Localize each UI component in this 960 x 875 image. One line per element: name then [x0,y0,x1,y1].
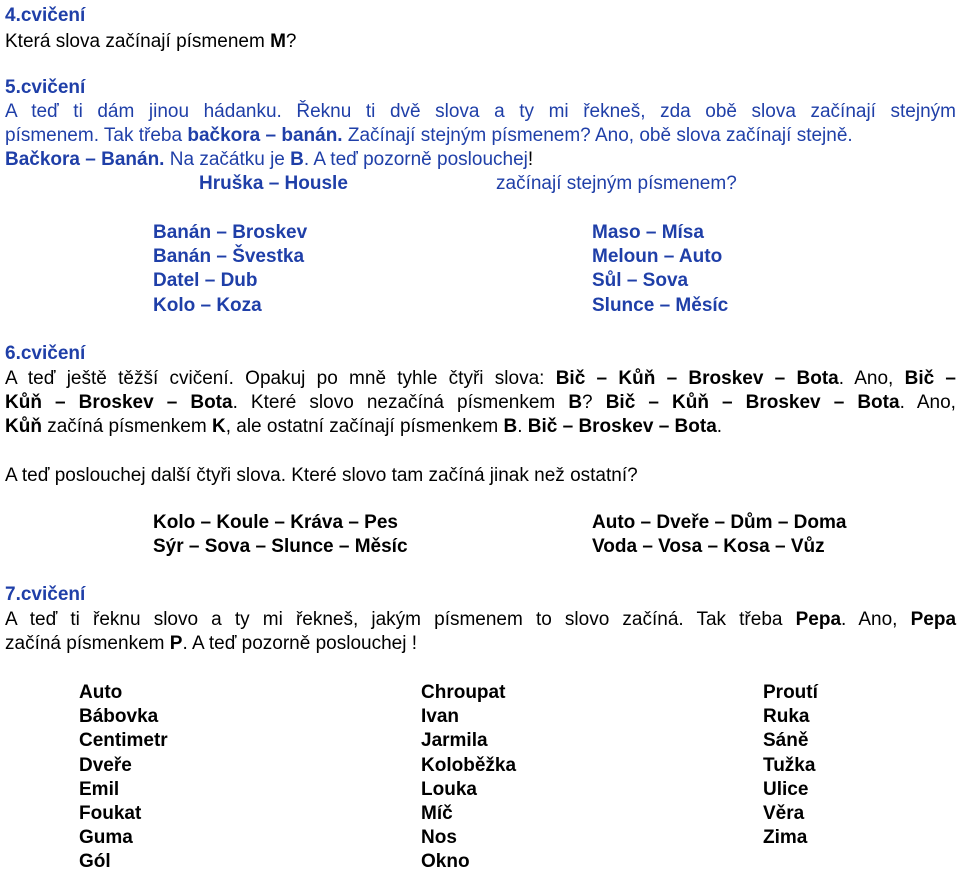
exercise-6-groups-left [153,511,408,559]
word: Míč [421,803,453,825]
exercise-7-words-column-3 [763,681,818,850]
exercise-4-heading: 4.cvičení [5,5,86,26]
word: Emil [79,778,120,800]
word: Chroupat [421,682,506,703]
word: Guma [79,827,133,849]
exercise-7-text-line-1: A teď ti řeknu slovo a ty mi řekneš, jakým písmenem to slovo začíná. Tak třeba Pepa. Ano, Pepa [5,609,957,630]
word: Dveře [79,754,132,776]
word: Ruka [763,706,810,728]
word: Proutí [763,682,818,703]
word: Gól [79,851,111,873]
exercise-5-example-question: začínají stejným písmenem? [496,173,737,194]
word-pair: Kolo – Koza [153,294,262,316]
exercise-5-text-line-2: písmenem. Tak třeba bačkora – banán. Začínají stejným písmenem? Ano, obě slova začínají stejně. [5,125,853,146]
exercise-5-text-line-3: Bačkora – Banán. Na začátku je B. A teď pozorně poslouchej! [5,149,534,170]
word-group: Voda – Vosa – Kosa – Vůz [592,536,825,558]
exercise-6-text-line-4: A teď poslouchej další čtyři slova. Které slovo tam začíná jinak než ostatní? [5,465,638,486]
word-pair: Banán – Broskev [153,222,308,243]
word: Okno [421,851,470,873]
word-pair: Maso – Mísa [592,222,704,243]
word: Foukat [79,803,142,825]
exercise-6-text-line-2: Kůň – Broskev – Bota. Které slovo nezačíná písmenkem B? Bič – Kůň – Broskev – Bota. Ano, [5,392,956,413]
word: Tužka [763,754,816,776]
word: Sáně [763,730,809,752]
word: Bábovka [79,706,159,728]
exercise-6-heading: 6.cvičení [5,343,86,364]
exercise-7-text-line-2: začíná písmenkem P. A teď pozorně poslouchej ! [5,633,417,654]
exercise-5-text-line-1: A teď ti dám jinou hádanku. Řeknu ti dvě slova a ty mi řekneš, zda obě slova začínají stejným [5,101,956,122]
exercise-6-text-line-1: A teď ještě těžší cvičení. Opakuj po mně tyhle čtyři slova: Bič – Kůň – Broskev – Bota. Ano, Bič – [5,368,956,389]
word: Zima [763,827,808,849]
word-group: Kolo – Koule – Kráva – Pes [153,512,398,533]
word-pair: Banán – Švestka [153,246,305,268]
word: Věra [763,803,805,825]
word: Auto [79,682,123,703]
exercise-5-pairs-right [592,221,728,318]
exercise-5-heading: 5.cvičení [5,77,86,98]
exercise-4-question: Která slova začínají písmenem M? [5,31,297,52]
exercise-5-example-pair: Hruška – Housle [199,173,348,194]
exercise-6-groups-right [592,511,846,559]
word-pair: Meloun – Auto [592,246,723,268]
word: Nos [421,827,457,849]
word-group: Sýr – Sova – Slunce – Měsíc [153,536,408,558]
exercise-7-heading: 7.cvičení [5,584,86,605]
word-group: Auto – Dveře – Dům – Doma [592,512,847,533]
exercise-6-text-line-3: Kůň začíná písmenkem K, ale ostatní začínají písmenkem B. Bič – Broskev – Bota. [5,416,723,437]
word-pair: Datel – Dub [153,270,258,292]
word: Louka [421,778,477,800]
exercise-5-pairs-left [153,221,307,318]
word: Centimetr [79,730,168,752]
word: Jarmila [421,730,488,752]
exercise-7-words-column-2 [421,681,516,875]
word-pair: Sůl – Sova [592,270,689,292]
word: Koloběžka [421,754,517,776]
exercise-7-words-column-1 [79,681,168,875]
word: Ivan [421,706,460,728]
word-pair: Slunce – Měsíc [592,294,729,316]
word: Ulice [763,778,809,800]
